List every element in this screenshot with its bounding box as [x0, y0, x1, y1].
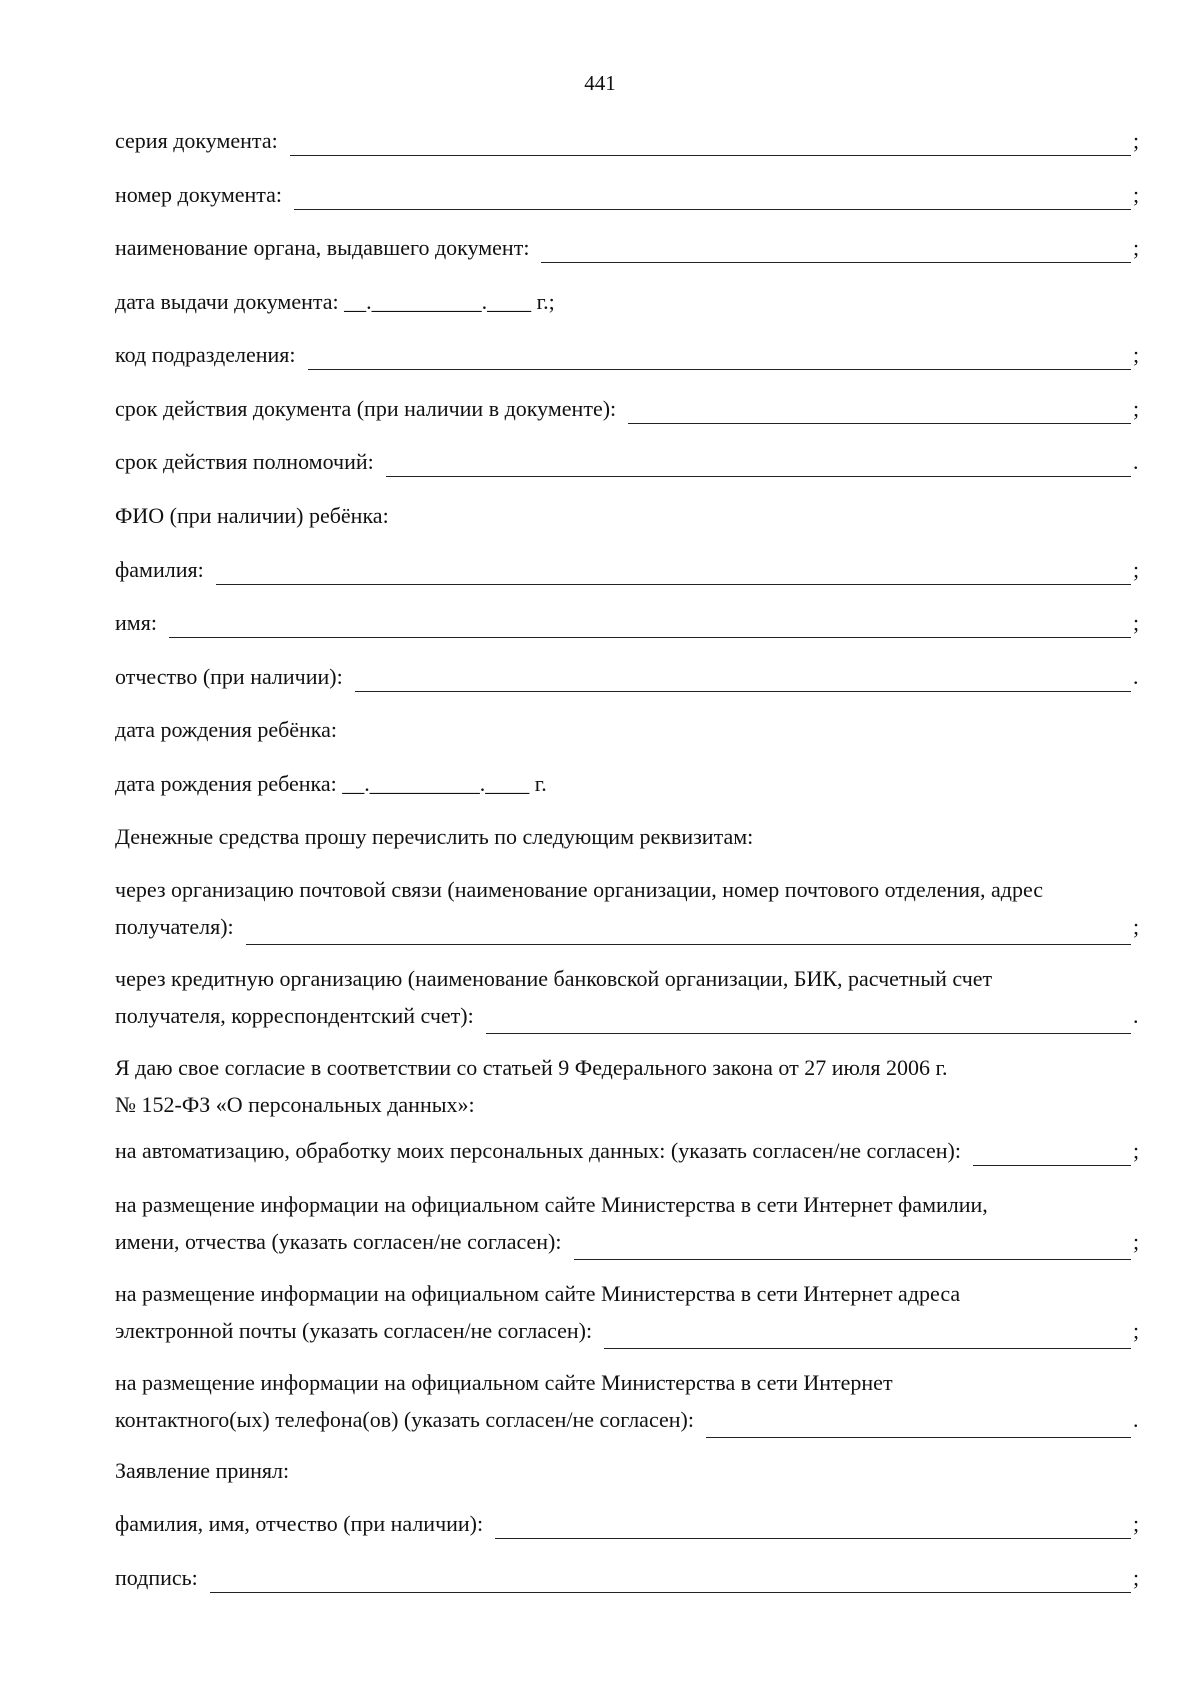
field-label: на автоматизацию, обработку моих персональных данных: (указать согласен/не согласен): [115, 1138, 961, 1163]
field-end: . [1133, 1407, 1139, 1432]
field-end: ; [1133, 557, 1140, 582]
field-end: . [1133, 449, 1139, 474]
payment-heading: Денежные средства прошу перечислить по следующим реквизитам: [115, 824, 754, 849]
fill-line[interactable] [210, 1570, 1131, 1593]
signature-field [115, 1563, 1143, 1593]
field-label: имя: [115, 610, 157, 635]
paragraph-line: Я даю свое согласие в соответствии со статьей 9 Федерального закона от 27 июля 2006 г. [115, 1055, 948, 1080]
postal-requisites [115, 871, 1143, 945]
field-end: ; [1133, 128, 1140, 153]
field-label: серия документа: [115, 128, 278, 153]
field-label: код подразделения: [115, 342, 296, 367]
fill-line[interactable] [216, 562, 1131, 585]
field-end: ; [1133, 1229, 1140, 1254]
field-label: фамилия: [115, 557, 204, 582]
child-first-name-field [115, 608, 1143, 638]
document-validity-field [115, 394, 1143, 424]
authority-term-field [115, 447, 1143, 477]
field-label: получателя, корреспондентский счет): [115, 1003, 474, 1028]
field-label: контактного(ых) телефона(ов) (указать согласен/не согласен): [115, 1407, 694, 1432]
field-label: имени, отчества (указать согласен/не согласен): [115, 1229, 562, 1254]
field-label: срок действия полномочий: [115, 449, 374, 474]
field-label: фамилия, имя, отчество (при наличии): [115, 1511, 484, 1536]
document-number-field [115, 180, 1143, 210]
field-label: номер документа: [115, 182, 283, 207]
issue-date-line: дата выдачи документа: __.__________.____ г.; [115, 289, 555, 314]
field-label: получателя): [115, 914, 234, 939]
division-code-field [115, 340, 1143, 370]
field-label: срок действия документа (при наличии в документе): [115, 396, 617, 421]
birth-date-heading: дата рождения ребёнка: [115, 717, 338, 742]
bank-requisites [115, 960, 1143, 1034]
fill-line[interactable] [246, 922, 1131, 945]
fill-line[interactable] [386, 454, 1131, 477]
paragraph-line: через организацию почтовой связи (наименование организации, номер почтового отделения, адрес [115, 877, 1044, 902]
automation-consent-field [115, 1136, 1143, 1166]
field-end: ; [1133, 182, 1140, 207]
field-end: ; [1133, 1511, 1140, 1536]
fill-line[interactable] [294, 187, 1131, 210]
field-end: ; [1133, 610, 1140, 635]
fill-line[interactable] [973, 1143, 1131, 1166]
field-end: ; [1133, 235, 1140, 260]
document-series-field [115, 126, 1143, 156]
field-label: подпись: [115, 1565, 198, 1590]
issuing-authority-field [115, 233, 1143, 263]
paragraph-line: через кредитную организацию (наименование банковской организации, БИК, расчетный счет [115, 966, 993, 991]
field-end: ; [1133, 914, 1140, 939]
publish-phone-consent [115, 1364, 1143, 1438]
paragraph-line: на размещение информации на официальном сайте Министерства в сети Интернет [115, 1370, 893, 1395]
fill-line[interactable] [706, 1415, 1131, 1438]
field-end: ; [1133, 342, 1140, 367]
paragraph-line: на размещение информации на официальном сайте Министерства в сети Интернет фамилии, [115, 1192, 988, 1217]
field-end: ; [1133, 1318, 1140, 1343]
field-end: ; [1133, 1565, 1140, 1590]
field-end: ; [1133, 396, 1140, 421]
receiver-name-field [115, 1509, 1143, 1539]
field-label: электронной почты (указать согласен/не согласен): [115, 1318, 593, 1343]
fill-line[interactable] [169, 615, 1131, 638]
child-name-heading: ФИО (при наличии) ребёнка: [115, 503, 389, 528]
paragraph-line: № 152-ФЗ «О персональных данных»: [115, 1092, 475, 1117]
field-end: ; [1133, 1138, 1140, 1163]
fill-line[interactable] [574, 1237, 1132, 1260]
field-end: . [1133, 664, 1139, 689]
publish-name-consent [115, 1186, 1143, 1260]
fill-line[interactable] [628, 401, 1131, 424]
birth-date-line: дата рождения ребенка: __.__________.____ г. [115, 771, 547, 796]
fill-line[interactable] [495, 1516, 1131, 1539]
publish-email-consent [115, 1275, 1143, 1349]
consent-statement [115, 1049, 1143, 1123]
field-label: отчество (при наличии): [115, 664, 343, 689]
fill-line[interactable] [486, 1011, 1131, 1034]
fill-line[interactable] [355, 669, 1131, 692]
child-surname-field [115, 555, 1143, 585]
page-number: 441 [584, 71, 616, 95]
fill-line[interactable] [290, 133, 1131, 156]
received-heading: Заявление принял: [115, 1458, 290, 1483]
fill-line[interactable] [604, 1326, 1131, 1349]
field-end: . [1133, 1003, 1139, 1028]
paragraph-line: на размещение информации на официальном сайте Министерства в сети Интернет адреса [115, 1281, 961, 1306]
child-patronymic-field [115, 662, 1143, 692]
fill-line[interactable] [308, 347, 1131, 370]
fill-line[interactable] [541, 240, 1131, 263]
field-label: наименование органа, выдавшего документ: [115, 235, 530, 260]
